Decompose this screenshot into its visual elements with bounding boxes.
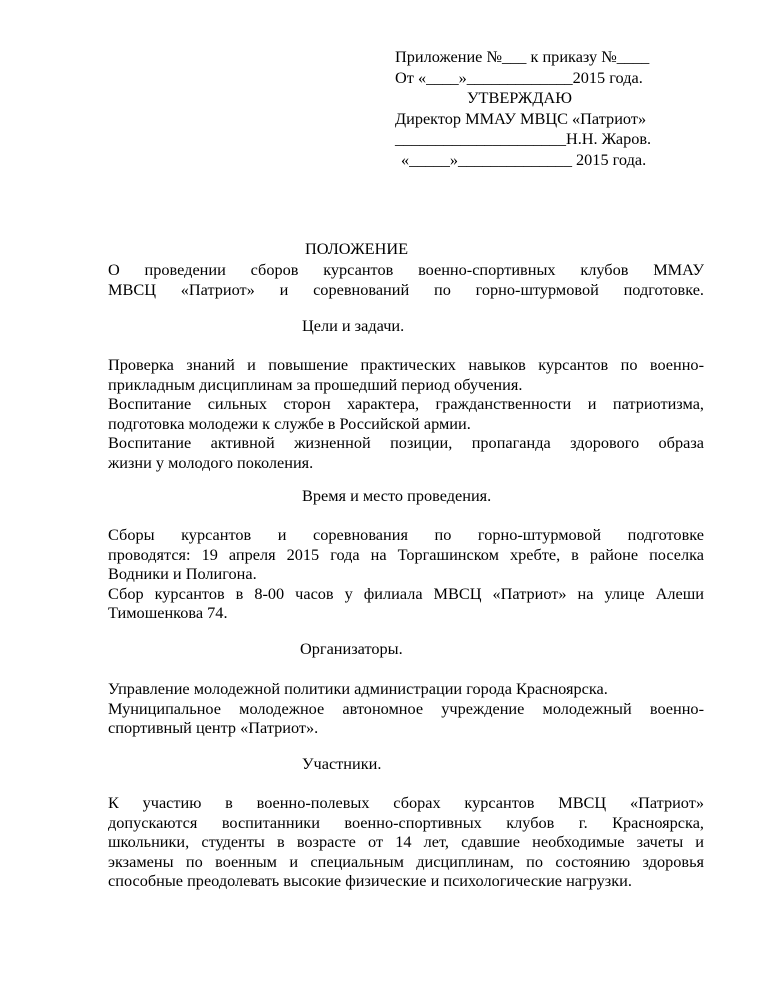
section-heading-organizers: Организаторы. bbox=[300, 639, 403, 658]
section-participants-text bbox=[108, 793, 704, 891]
approve-stamp: УТВЕРЖДАЮ bbox=[467, 88, 572, 107]
director-line: Директор ММАУ МВЦС «Патриот» bbox=[395, 108, 647, 128]
order-date-line: От «____»_____________2015 года. bbox=[395, 67, 643, 87]
document-subject bbox=[108, 260, 704, 299]
text-line: Тимошенкова 74. bbox=[108, 603, 228, 622]
text-line: прикладным дисциплинам за прошедший период обучения. bbox=[108, 374, 523, 394]
text-line: Управление молодежной политики администрации города Красноярска. bbox=[108, 679, 608, 698]
signature-line: _____________________Н.Н. Жаров. bbox=[395, 129, 652, 148]
section-organizers-text bbox=[108, 679, 704, 738]
text-line: К участию в военно-полевых сборах курсантов МВСЦ «Патриот» bbox=[108, 793, 704, 812]
subject-line: О проведении сборов курсантов военно-спортивных клубов ММАУ bbox=[108, 260, 704, 279]
text-line: школьники, студенты в возрасте от 14 лет, сдавшие необходимые зачеты и bbox=[108, 832, 704, 851]
section-heading-goals: Цели и задачи. bbox=[302, 316, 405, 335]
approval-date-line: «_____»______________ 2015 года. bbox=[401, 149, 647, 169]
text-line: спортивный центр «Патриот». bbox=[108, 718, 319, 737]
text-line: Сборы курсантов и соревнования по горно-штурмовой подготовке bbox=[108, 525, 704, 544]
approval-header bbox=[395, 47, 695, 170]
text-line: подготовка молодежи к службе в Российской армии. bbox=[108, 413, 471, 433]
document-title: ПОЛОЖЕНИЕ bbox=[305, 239, 409, 258]
subject-line: МВСЦ «Патриот» и соревнований по горно-штурмовой подготовке. bbox=[108, 279, 704, 299]
text-line: Муниципальное молодежное автономное учреждение молодежный военно- bbox=[108, 698, 704, 718]
section-goals-text bbox=[108, 355, 704, 472]
text-line: проводятся: 19 апреля 2015 года на Торгашинском хребте, в районе поселка bbox=[108, 544, 704, 564]
section-heading-time-place: Время и место проведения. bbox=[302, 486, 492, 505]
text-line: Проверка знаний и повышение практических навыков курсантов по военно- bbox=[108, 355, 704, 374]
text-line: допускаются воспитанники военно-спортивных клубов г. Красноярска, bbox=[108, 812, 704, 832]
text-line: Сбор курсантов в 8-00 часов у филиала МВСЦ «Патриот» на улице Алеши bbox=[108, 583, 704, 603]
text-line: жизни у молодого поколения. bbox=[108, 452, 314, 472]
appendix-line: Приложение №___ к приказу №____ bbox=[395, 47, 650, 66]
text-line: способные преодолевать высокие физические и психологические нагрузки. bbox=[108, 871, 632, 890]
text-line: Водники и Полигона. bbox=[108, 564, 257, 583]
text-line: Воспитание активной жизненной позиции, пропаганда здорового образа bbox=[108, 433, 704, 452]
section-heading-participants: Участники. bbox=[302, 754, 382, 773]
text-line: Воспитание сильных сторон характера, гражданственности и патриотизма, bbox=[108, 394, 704, 413]
section-time-place-text bbox=[108, 525, 704, 623]
text-line: экзамены по военным и специальным дисциплинам, по состоянию здоровья bbox=[108, 851, 704, 871]
